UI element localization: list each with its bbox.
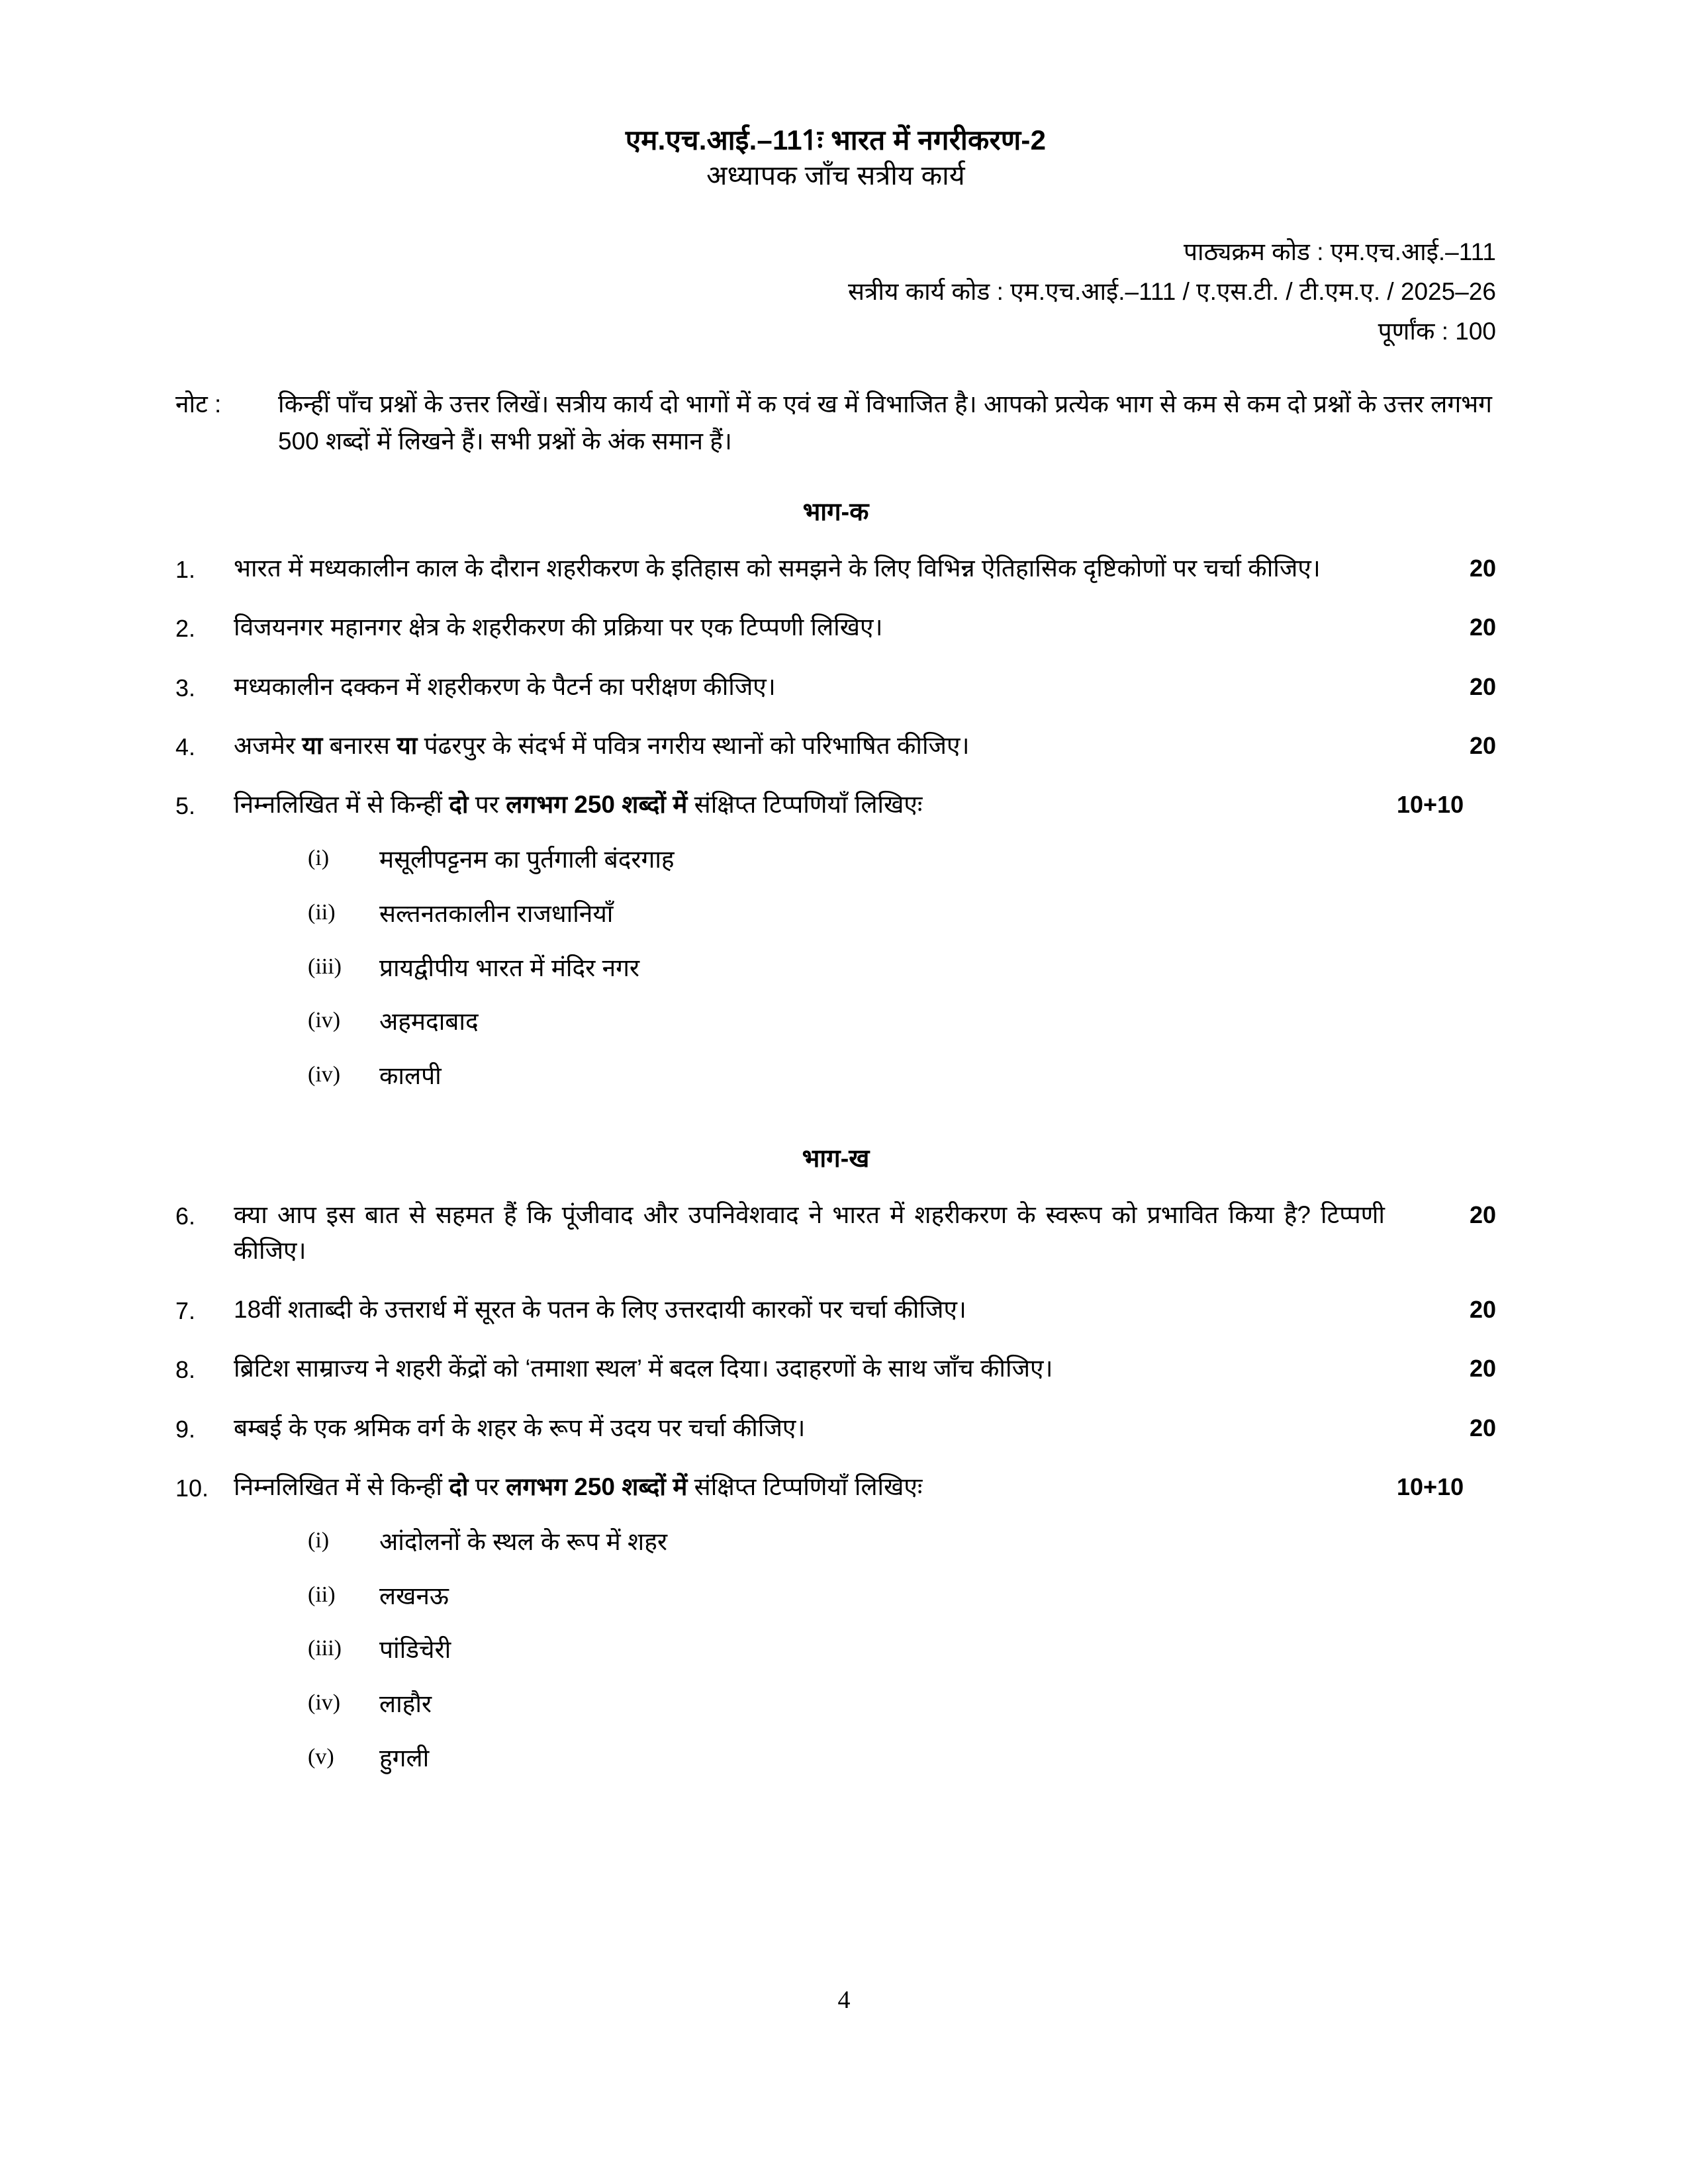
question-row: [175, 787, 1496, 823]
sub-item: [175, 1058, 1496, 1094]
sub-item-text: लाहौर: [379, 1690, 432, 1718]
sub-item-marker: (iv): [308, 1062, 341, 1087]
question-text-part: या: [302, 731, 323, 759]
assignment-code: सत्रीय कार्य कोड : एम.एच.आई.–111 / ए.एस.टी. / टी.एम.ए. / 2025–26: [848, 278, 1496, 306]
sub-item-text: लखनऊ: [379, 1582, 449, 1610]
question-row: [175, 669, 1496, 705]
question-text-part: संक्षिप्त टिप्पणियाँ लिखिएः: [687, 791, 923, 819]
sub-item-list: [175, 842, 1496, 1093]
page-subtitle: अध्यापक जाँच सत्रीय कार्य: [706, 159, 965, 191]
sub-item-text: हुगली: [379, 1744, 430, 1772]
sub-item-text: प्रायद्वीपीय भारत में मंदिर नगर: [379, 954, 640, 981]
sub-item-text: पांडिचेरी: [379, 1636, 451, 1664]
question-text-part: दो: [449, 791, 469, 819]
sub-item-marker: (i): [308, 846, 330, 871]
question-row: [175, 1410, 1496, 1447]
question-number: 10.: [175, 1474, 209, 1502]
question-number: 5.: [175, 792, 196, 820]
question-text: क्या आप इस बात से सहमत हैं कि पूंजीवाद और उपनिवेशवाद ने भारत में शहरीकरण के स्वरूप को प्रभावित किया है? टिप्पणी कीजिए।: [234, 1201, 1385, 1265]
question-marks: 20: [1469, 672, 1496, 700]
sub-item: [175, 896, 1496, 932]
question-text: बम्बई के एक श्रमिक वर्ग के शहर के रूप में उदय पर चर्चा कीजिए।: [234, 1414, 806, 1441]
question-number: 8.: [175, 1356, 196, 1384]
page-number: 4: [837, 1986, 851, 2014]
question-number: 7.: [175, 1297, 196, 1325]
question-marks: 10+10: [1397, 791, 1464, 819]
sub-item-marker: (iv): [308, 1690, 341, 1715]
question-row: [175, 1469, 1496, 1506]
question-text: [234, 1469, 1397, 1506]
question-marks: 20: [1469, 614, 1496, 641]
section-heading: भाग-ख: [802, 1144, 870, 1173]
question-row: [175, 610, 1496, 646]
question-text-part: लगभग 250 शब्दों में: [506, 791, 688, 819]
question-marks: 20: [1469, 1201, 1496, 1228]
sub-item: [175, 1524, 1496, 1560]
course-code: पाठ्यक्रम कोड : एम.एच.आई.–111: [1183, 238, 1496, 266]
question-text-part: या: [397, 731, 418, 759]
sections-root: [175, 494, 1496, 1776]
question-text-part: पर: [468, 791, 506, 819]
question-text-part: लगभग 250 शब्दों में: [506, 1473, 688, 1500]
page-content: [175, 0, 1496, 1776]
question-number: 2.: [175, 615, 196, 643]
section-heading: भाग-क: [802, 498, 869, 527]
question-row: [175, 1292, 1496, 1328]
page-title: एम.एच.आई.–111ः भारत में नगरीकरण-2: [625, 124, 1047, 156]
question-marks: 20: [1469, 731, 1496, 759]
document-title-block: [175, 122, 1496, 193]
question-number: 3.: [175, 674, 196, 702]
sub-item: [175, 1686, 1496, 1722]
sub-item-marker: (v): [308, 1744, 334, 1769]
question-text: भारत में मध्यकालीन काल के दौरान शहरीकरण के इतिहास को समझने के लिए विभिन्न ऐतिहासिक दृष्टिकोणों पर चर्चा कीजिए।: [234, 555, 1321, 582]
note-text: किन्हीं पाँच प्रश्नों के उत्तर लिखें। सत्रीय कार्य दो भागों में क एवं ख में विभाजित है। आपको प्रत्येक भाग से कम से कम दो प्रश्नों के उत्तर लगभग 500 शब्दों में लिखने हैं। सभी प्रश्नों के अंक समान हैं।: [278, 390, 1492, 455]
question-row: [175, 551, 1496, 587]
question-text: 18वीं शताब्दी के उत्तरार्ध में सूरत के पतन के लिए उत्तरदायी कारकों पर चर्चा कीजिए।: [234, 1296, 966, 1324]
note-block: [175, 386, 1496, 459]
note-label: नोट :: [175, 390, 222, 418]
question-text-part: संक्षिप्त टिप्पणियाँ लिखिएः: [687, 1473, 923, 1500]
question-marks: 20: [1469, 1355, 1496, 1383]
sub-item: [175, 1004, 1496, 1040]
question-number: 4.: [175, 733, 196, 760]
sub-item-marker: (iii): [308, 954, 342, 979]
sub-item-text: अहमदाबाद: [379, 1008, 479, 1036]
assignment-meta-block: [175, 232, 1496, 351]
question-text: मध्यकालीन दक्कन में शहरीकरण के पैटर्न का परीक्षण कीजिए।: [234, 672, 776, 700]
question-text-part: अजमेर: [234, 731, 303, 759]
sub-item: [175, 1741, 1496, 1776]
sub-item-text: आंदोलनों के स्थल के रूप में शहर: [379, 1528, 667, 1556]
question-text-part: बनारस: [322, 731, 397, 759]
sub-item: [175, 1578, 1496, 1614]
sub-item-marker: (i): [308, 1528, 330, 1553]
question-text-part: पंढरपुर के संदर्भ में पवित्र नगरीय स्थानों को परिभाषित कीजिए।: [417, 731, 970, 759]
total-marks: पूर्णांक : 100: [1378, 318, 1496, 345]
question-marks: 20: [1469, 555, 1496, 582]
question-marks: 20: [1469, 1414, 1496, 1441]
question-number: 9.: [175, 1415, 196, 1443]
question-number: 6.: [175, 1202, 196, 1230]
question-text: [234, 728, 1397, 764]
sub-item-text: सल्तनतकालीन राजधानियाँ: [379, 900, 614, 927]
question-marks: 10+10: [1397, 1473, 1464, 1500]
sub-item: [175, 950, 1496, 986]
question-text: ब्रिटिश साम्राज्य ने शहरी केंद्रों को ‘तमाशा स्थल’ में बदल दिया। उदाहरणों के साथ जाँच कीजिए।: [234, 1355, 1053, 1383]
question-text-part: निम्नलिखित में से किन्हीं: [234, 1473, 449, 1500]
question-row: [175, 1351, 1496, 1387]
question-text: विजयनगर महानगर क्षेत्र के शहरीकरण की प्रक्रिया पर एक टिप्पणी लिखिए।: [234, 614, 883, 641]
question-text-part: निम्नलिखित में से किन्हीं: [234, 791, 449, 819]
question-text: [234, 787, 1397, 823]
sub-item-text: मसूलीपट्टनम का पुर्तगाली बंदरगाह: [379, 846, 675, 874]
question-row: [175, 728, 1496, 764]
sub-item-marker: (iv): [308, 1008, 341, 1033]
sub-item-marker: (iii): [308, 1636, 342, 1661]
sub-item-marker: (ii): [308, 900, 336, 925]
question-row: [175, 1197, 1496, 1270]
sub-item: [175, 842, 1496, 878]
sub-item-list: [175, 1524, 1496, 1776]
sub-item: [175, 1632, 1496, 1668]
question-text-part: पर: [468, 1473, 506, 1500]
sub-item-text: कालपी: [379, 1062, 442, 1089]
question-number: 1.: [175, 556, 196, 584]
question-marks: 20: [1469, 1296, 1496, 1324]
sub-item-marker: (ii): [308, 1582, 336, 1607]
question-text-part: दो: [449, 1473, 469, 1500]
